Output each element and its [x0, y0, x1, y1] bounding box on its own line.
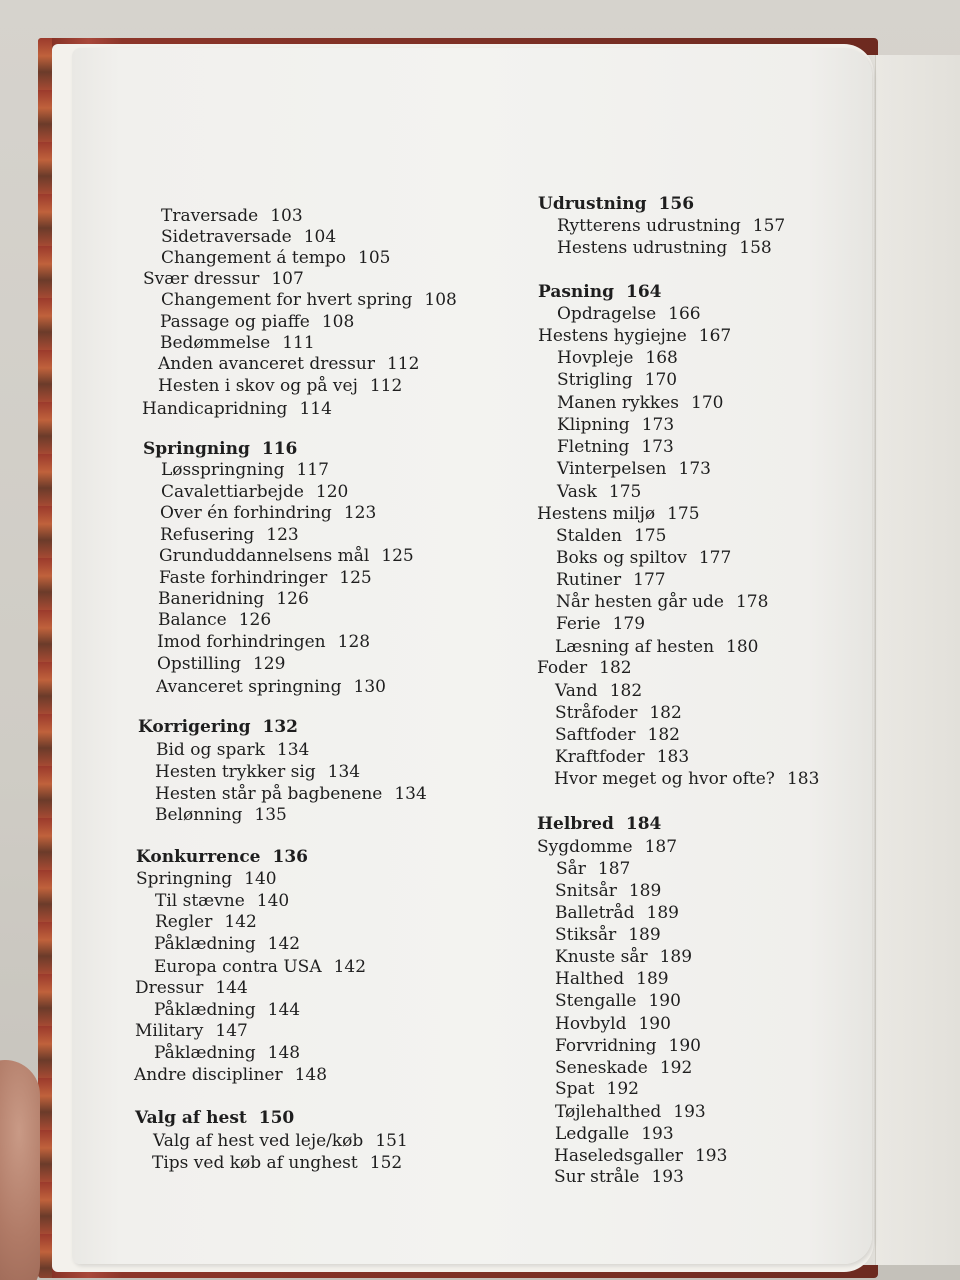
- index-entry-page-number: 190: [638, 1014, 671, 1034]
- index-entry: [135, 1020, 248, 1042]
- index-entry-page-number: 147: [215, 1021, 248, 1041]
- index-entry-title: Sur stråle: [554, 1167, 640, 1187]
- index-entry-title: Til stævne: [155, 891, 245, 911]
- index-entry-page-number: 134: [276, 740, 310, 760]
- index-entry-page-number: 193: [694, 1146, 728, 1166]
- index-entry: [556, 547, 731, 569]
- index-entry-page-number: 142: [224, 912, 257, 932]
- index-entry: [557, 414, 674, 436]
- index-entry-page-number: 190: [648, 991, 681, 1011]
- index-entry-page-number: 123: [266, 525, 299, 545]
- index-entry: [555, 990, 681, 1012]
- adjacent-page-edge: [875, 55, 960, 1265]
- index-entry: [157, 653, 285, 675]
- index-entry-title: Boks og spiltov: [556, 548, 687, 568]
- index-entry-title: Haseledsgaller: [554, 1146, 683, 1166]
- index-entry-title: Påklædning: [154, 1043, 256, 1063]
- index-entry-title: Løsspringning: [161, 460, 285, 480]
- index-entry-title: Vand: [555, 681, 598, 701]
- index-entry-page-number: 182: [609, 681, 643, 701]
- index-entry: [556, 525, 666, 547]
- index-entry-title: Seneskade: [555, 1058, 648, 1078]
- index-entry-title: Handicapridning: [142, 399, 288, 419]
- index-entry: [555, 968, 669, 990]
- index-entry-title: Vask: [557, 482, 597, 502]
- index-entry: [161, 247, 390, 269]
- index-entry-title: Svær dressur: [143, 269, 260, 289]
- index-entry: [153, 1130, 408, 1152]
- index-entry-page-number: 108: [424, 290, 457, 310]
- index-entry-page-number: 182: [649, 703, 682, 723]
- index-entry-page-number: 105: [358, 248, 391, 268]
- index-entry-page-number: 126: [238, 610, 272, 630]
- index-entry: [158, 375, 402, 397]
- index-entry-title: Opstilling: [157, 654, 241, 674]
- index-entry-page-number: 182: [599, 658, 632, 678]
- index-entry-page-number: 167: [698, 326, 732, 346]
- index-entry-page-number: 175: [633, 526, 667, 546]
- index-entry-title: Stiksår: [555, 925, 617, 945]
- index-entry-title: Rutiner: [556, 570, 622, 590]
- index-entry-page-number: 173: [641, 415, 675, 435]
- index-entry: [134, 1064, 327, 1086]
- index-entry-page-number: 170: [691, 393, 724, 413]
- index-entry-page-number: 189: [628, 925, 661, 945]
- index-entry: [155, 890, 289, 912]
- index-entry-page-number: 140: [256, 891, 290, 911]
- index-entry-page-number: 192: [659, 1058, 693, 1078]
- index-entry-page-number: 129: [252, 654, 286, 674]
- index-entry: [557, 392, 723, 414]
- index-entry-title: Ledgalle: [555, 1124, 630, 1144]
- index-entry: [555, 880, 661, 902]
- index-entry-title: Sidetraversade: [161, 227, 292, 247]
- index-entry: [555, 924, 661, 946]
- index-entry-title: Opdragelse: [557, 304, 657, 324]
- index-entry-title: Hesten står på bagbenene: [155, 784, 383, 804]
- index-entry-page-number: 189: [636, 969, 669, 989]
- index-entry-title: Regler: [155, 912, 213, 932]
- index-entry: [160, 332, 315, 354]
- index-entry-page-number: 104: [303, 227, 337, 247]
- index-entry-page-number: 193: [651, 1167, 684, 1187]
- index-entry-page-number: 128: [337, 632, 371, 652]
- index-entry-page-number: 184: [625, 814, 662, 834]
- index-entry: [555, 902, 679, 924]
- index-entry-page-number: 156: [658, 194, 695, 214]
- index-entry-page-number: 164: [625, 282, 662, 302]
- index-entry-page-number: 179: [612, 614, 646, 634]
- index-entry-title: Når hesten går ude: [556, 592, 724, 612]
- index-entry-title: Faste forhindringer: [159, 568, 328, 588]
- index-entry-page-number: 183: [786, 769, 820, 789]
- index-entry: [142, 398, 332, 420]
- index-entry: [555, 1078, 639, 1100]
- index-entry: [555, 636, 758, 658]
- index-entry-title: Hesten trykker sig: [155, 762, 316, 782]
- index-entry-page-number: 132: [262, 717, 298, 737]
- index-entry: [157, 631, 370, 653]
- index-entry-page-number: 142: [333, 957, 367, 977]
- index-entry: [160, 311, 354, 333]
- index-entry: [161, 289, 457, 311]
- index-entry: [554, 1145, 727, 1167]
- index-entry-title: Helbred: [537, 814, 614, 834]
- index-entry-page-number: 180: [726, 637, 759, 657]
- index-entry-title: Bid og spark: [156, 740, 265, 760]
- index-entry: [159, 567, 372, 589]
- index-entry-title: Dressur: [135, 978, 204, 998]
- index-entry-page-number: 189: [628, 881, 662, 901]
- index-entry: [556, 569, 666, 591]
- index-entry-title: Valg af hest: [135, 1108, 247, 1128]
- index-entry-title: Hestens hygiejne: [538, 326, 687, 346]
- index-entry-title: Cavalettiarbejde: [161, 482, 304, 502]
- index-entry-title: Passage og piaffe: [160, 312, 310, 332]
- index-entry-page-number: 125: [339, 568, 372, 588]
- index-entry-page-number: 108: [321, 312, 355, 332]
- index-entry-title: Hestens udrustning: [557, 238, 728, 258]
- index-entry: [155, 761, 360, 783]
- index-entry-title: Tips ved køb af unghest: [152, 1153, 358, 1173]
- index-entry: [155, 911, 257, 933]
- index-entry-title: Grunduddannelsens mål: [159, 546, 370, 566]
- index-section-heading: [538, 193, 694, 215]
- index-entry: [555, 1013, 671, 1035]
- index-entry: [555, 1057, 692, 1079]
- index-entry-page-number: 152: [369, 1153, 403, 1173]
- index-entry-page-number: 114: [299, 399, 332, 419]
- index-entry-title: Baneridning: [158, 589, 265, 609]
- index-entry: [554, 768, 819, 790]
- index-entry-page-number: 175: [608, 482, 642, 502]
- index-entry: [555, 746, 689, 768]
- index-entry-page-number: 170: [644, 370, 678, 390]
- index-entry: [135, 977, 248, 999]
- index-entry-page-number: 182: [647, 725, 680, 745]
- index-entry-page-number: 107: [271, 269, 304, 289]
- index-entry-page-number: 148: [294, 1065, 328, 1085]
- index-entry-title: Klipning: [557, 415, 630, 435]
- index-entry-page-number: 116: [261, 439, 298, 459]
- index-entry: [537, 836, 677, 858]
- index-entry-title: Imod forhindringen: [157, 632, 326, 652]
- index-entry-title: Springning: [136, 869, 233, 889]
- index-entry: [557, 215, 785, 237]
- index-entry: [156, 739, 309, 761]
- index-entry-title: Hovbyld: [555, 1014, 627, 1034]
- index-entry-page-number: 103: [270, 206, 303, 226]
- index-entry-title: Snitsår: [555, 881, 617, 901]
- index-entry-page-number: 158: [739, 238, 772, 258]
- index-entry: [160, 502, 376, 524]
- index-entry-title: Anden avanceret dressur: [158, 354, 375, 374]
- index-entry: [154, 933, 300, 955]
- index-entry-title: Sår: [556, 859, 586, 879]
- index-entry-title: Hesten i skov og på vej: [158, 376, 358, 396]
- index-entry-title: Kraftfoder: [555, 747, 645, 767]
- index-entry: [537, 657, 632, 679]
- index-section-heading: [537, 813, 661, 835]
- index-entry-title: Europa contra USA: [154, 957, 322, 977]
- index-entry-page-number: 130: [353, 677, 386, 697]
- index-entry-title: Military: [135, 1021, 204, 1041]
- index-entry-page-number: 117: [296, 460, 329, 480]
- index-entry-page-number: 192: [606, 1079, 639, 1099]
- index-entry-title: Vinterpelsen: [557, 459, 667, 479]
- index-entry-title: Stråfoder: [555, 703, 638, 723]
- index-entry-title: Changement for hvert spring: [161, 290, 413, 310]
- index-entry-page-number: 144: [215, 978, 248, 998]
- index-entry: [161, 459, 329, 481]
- index-entry-page-number: 150: [258, 1108, 295, 1128]
- index-entry-page-number: 193: [673, 1102, 706, 1122]
- index-entry-title: Valg af hest ved leje/køb: [153, 1131, 364, 1151]
- index-entry-page-number: 190: [668, 1036, 701, 1056]
- index-entry-page-number: 187: [597, 859, 631, 879]
- index-entry: [555, 1123, 674, 1145]
- index-entry: [152, 1152, 402, 1174]
- index-entry-title: Refusering: [160, 525, 255, 545]
- index-entry: [556, 858, 630, 880]
- index-entry: [557, 436, 674, 458]
- index-entry-page-number: 166: [668, 304, 701, 324]
- index-entry-page-number: 187: [644, 837, 678, 857]
- index-entry-title: Bedømmelse: [160, 333, 271, 353]
- index-entry-page-number: 136: [272, 847, 308, 867]
- index-entry: [143, 268, 304, 290]
- index-entry: [555, 680, 642, 702]
- index-entry-page-number: 135: [254, 805, 287, 825]
- index-entry-page-number: 134: [327, 762, 361, 782]
- index-entry: [154, 999, 300, 1021]
- index-section-heading: [143, 438, 297, 460]
- index-section-heading: [538, 281, 661, 303]
- index-entry-title: Balletråd: [555, 903, 635, 923]
- index-entry-title: Pasning: [538, 282, 614, 302]
- index-entry: [557, 369, 677, 391]
- index-entry: [158, 353, 419, 375]
- index-entry: [556, 613, 645, 635]
- index-entry-page-number: 173: [678, 459, 711, 479]
- index-entry-page-number: 112: [386, 354, 420, 374]
- index-entry: [161, 226, 336, 248]
- index-entry: [155, 783, 427, 805]
- index-entry-page-number: 148: [267, 1043, 301, 1063]
- index-entry-page-number: 177: [698, 548, 732, 568]
- index-entry-page-number: 157: [752, 216, 786, 236]
- index-entry-page-number: 144: [267, 1000, 301, 1020]
- index-entry-title: Avanceret springning: [156, 677, 342, 697]
- index-entry-page-number: 183: [656, 747, 690, 767]
- index-entry-title: Foder: [537, 658, 588, 678]
- index-entry-title: Hovpleje: [557, 348, 634, 368]
- index-entry: [555, 724, 680, 746]
- index-entry: [555, 1101, 706, 1123]
- index-entry: [161, 205, 303, 227]
- index-entry-page-number: 178: [735, 592, 769, 612]
- index-entry: [555, 946, 692, 968]
- index-entry-page-number: 189: [659, 947, 693, 967]
- index-entry: [556, 591, 768, 613]
- index-entry: [557, 458, 711, 480]
- index-entry: [161, 481, 348, 503]
- index-entry-title: Sygdomme: [537, 837, 633, 857]
- index-entry-title: Stalden: [556, 526, 622, 546]
- index-entry-page-number: 175: [667, 504, 700, 524]
- index-entry-page-number: 123: [343, 503, 377, 523]
- index-entry-page-number: 177: [633, 570, 666, 590]
- index-entry: [537, 503, 700, 525]
- index-entry-page-number: 189: [646, 903, 679, 923]
- index-entry: [155, 804, 287, 826]
- index-entry: [158, 609, 271, 631]
- index-entry: [555, 1035, 701, 1057]
- index-entry-page-number: 112: [369, 376, 403, 396]
- index-entry-title: Tøjlehalthed: [555, 1102, 662, 1122]
- index-entry-title: Påklædning: [154, 934, 256, 954]
- index-entry-page-number: 134: [394, 784, 427, 804]
- index-entry: [154, 956, 366, 978]
- index-entry-page-number: 126: [276, 589, 309, 609]
- index-entry-title: Over én forhindring: [160, 503, 332, 523]
- index-entry-title: Fletning: [557, 437, 630, 457]
- index-entry-title: Changement á tempo: [161, 248, 347, 268]
- index-entry-page-number: 125: [381, 546, 414, 566]
- index-entry: [554, 1166, 684, 1188]
- index-entry-title: Springning: [143, 439, 250, 459]
- index-entry-page-number: 111: [282, 333, 315, 353]
- index-entry-title: Andre discipliner: [134, 1065, 283, 1085]
- index-entry: [156, 676, 386, 698]
- index-entry-title: Hvor meget og hvor ofte?: [554, 769, 775, 789]
- index-entry-title: Halthed: [555, 969, 625, 989]
- index-entry: [159, 545, 414, 567]
- index-entry-title: Traversade: [161, 206, 259, 226]
- index-entry-page-number: 193: [641, 1124, 674, 1144]
- index-entry-title: Saftfoder: [555, 725, 636, 745]
- index-entry-page-number: 120: [315, 482, 349, 502]
- index-entry: [555, 702, 682, 724]
- index-entry-title: Påklædning: [154, 1000, 256, 1020]
- index-section-heading: [136, 846, 308, 868]
- index-entry-page-number: 140: [244, 869, 277, 889]
- index-entry-page-number: 151: [375, 1131, 408, 1151]
- index-entry-page-number: 173: [641, 437, 674, 457]
- index-entry: [154, 1042, 300, 1064]
- index-section-heading: [135, 1107, 294, 1129]
- index-entry-title: Korrigering: [138, 717, 251, 737]
- index-entry: [557, 303, 701, 325]
- index-entry-title: Hestens miljø: [537, 504, 656, 524]
- index-entry-title: Rytterens udrustning: [557, 216, 741, 236]
- index-entry-title: Udrustning: [538, 194, 647, 214]
- index-entry: [557, 347, 678, 369]
- index-entry: [160, 524, 299, 546]
- index-entry-title: Konkurrence: [136, 847, 261, 867]
- index-entry-title: Manen rykkes: [557, 393, 680, 413]
- index-entry-title: Belønning: [155, 805, 243, 825]
- thumb: [0, 1060, 40, 1280]
- index-section-heading: [138, 716, 298, 738]
- index-entry-title: Spat: [555, 1079, 595, 1099]
- index-entry-title: Ferie: [556, 614, 601, 634]
- index-entry: [538, 325, 731, 347]
- cover-spine-edge: [38, 38, 52, 1278]
- index-entry-title: Stengalle: [555, 991, 637, 1011]
- index-entry: [136, 868, 277, 890]
- index-entry-title: Forvridning: [555, 1036, 657, 1056]
- index-entry-title: Strigling: [557, 370, 633, 390]
- index-entry-title: Balance: [158, 610, 227, 630]
- index-entry-title: Læsning af hesten: [555, 637, 715, 657]
- index-entry-page-number: 168: [645, 348, 678, 368]
- index-entry-title: Knuste sår: [555, 947, 648, 967]
- index-entry-page-number: 142: [267, 934, 301, 954]
- index-entry: [557, 237, 772, 259]
- index-entry: [158, 588, 309, 610]
- index-entry: [557, 481, 641, 503]
